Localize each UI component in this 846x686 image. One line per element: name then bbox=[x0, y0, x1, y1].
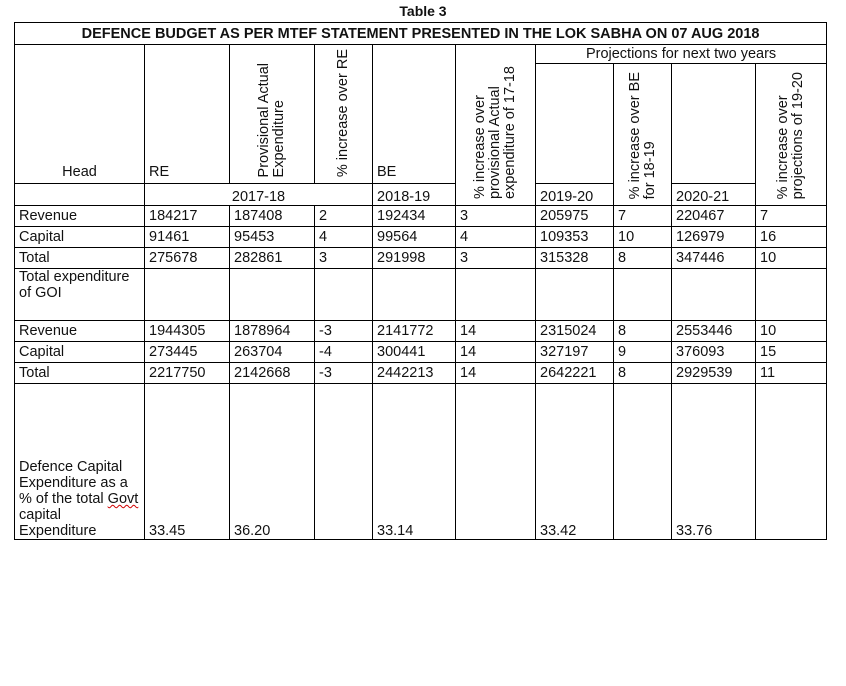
cell-pct-re: 4 bbox=[315, 227, 373, 248]
cell-p1920: 2315024 bbox=[536, 321, 614, 342]
cell-pct-re: 2 bbox=[315, 206, 373, 227]
cell-p2021: 376093 bbox=[672, 342, 756, 363]
header-head: Head bbox=[15, 45, 145, 184]
empty-cell bbox=[230, 269, 315, 321]
cell-pct-proj: 11 bbox=[756, 363, 827, 384]
year-blank bbox=[15, 184, 145, 206]
table-row bbox=[15, 342, 827, 363]
cell-p2021: 33.76 bbox=[672, 384, 756, 540]
cell-prov: 282861 bbox=[230, 248, 315, 269]
cell-prov: 2142668 bbox=[230, 363, 315, 384]
cell-re: 2217750 bbox=[145, 363, 230, 384]
header-prov-actual: Provisional Actual Expenditure bbox=[230, 45, 315, 184]
header-re: RE bbox=[145, 45, 230, 184]
header-blank-2019 bbox=[536, 64, 614, 184]
cell-p2021: 347446 bbox=[672, 248, 756, 269]
cell-be: 33.14 bbox=[373, 384, 456, 540]
table-row bbox=[15, 248, 827, 269]
cell-p1920: 205975 bbox=[536, 206, 614, 227]
cell-re: 184217 bbox=[145, 206, 230, 227]
cell-pct-proj: 10 bbox=[756, 321, 827, 342]
table-caption: Table 3 bbox=[399, 3, 447, 19]
row-head: Capital bbox=[15, 227, 145, 248]
header-blank-2020 bbox=[672, 64, 756, 184]
cell-prov: 95453 bbox=[230, 227, 315, 248]
spellcheck-underlined-word: Govt bbox=[107, 491, 139, 508]
cell-pct-re: 3 bbox=[315, 248, 373, 269]
cell-prov: 1878964 bbox=[230, 321, 315, 342]
cell-be: 192434 bbox=[373, 206, 456, 227]
year-2017-18: 2017-18 bbox=[145, 184, 373, 206]
cell-p1920: 2642221 bbox=[536, 363, 614, 384]
table-row bbox=[15, 363, 827, 384]
cell-be: 300441 bbox=[373, 342, 456, 363]
year-2020-21: 2020-21 bbox=[672, 184, 756, 206]
table-row bbox=[15, 227, 827, 248]
cell-p1920: 109353 bbox=[536, 227, 614, 248]
table-row bbox=[15, 269, 827, 321]
cell-prov: 36.20 bbox=[230, 384, 315, 540]
cell-p1920: 33.42 bbox=[536, 384, 614, 540]
cell-re: 275678 bbox=[145, 248, 230, 269]
empty-cell bbox=[614, 269, 672, 321]
cell-pct-proj: 15 bbox=[756, 342, 827, 363]
cell-pct-proj: 16 bbox=[756, 227, 827, 248]
empty-cell bbox=[456, 269, 536, 321]
cell-pct-be: 8 bbox=[614, 363, 672, 384]
row-head: Revenue bbox=[15, 206, 145, 227]
cell-pct-be: 10 bbox=[614, 227, 672, 248]
cell-pct-proj bbox=[756, 384, 827, 540]
cell-pct-re bbox=[315, 384, 373, 540]
header-be: BE bbox=[373, 45, 456, 184]
cell-p2021: 2929539 bbox=[672, 363, 756, 384]
cell-pct-prov: 4 bbox=[456, 227, 536, 248]
cell-pct-prov: 14 bbox=[456, 363, 536, 384]
year-2019-20: 2019-20 bbox=[536, 184, 614, 206]
cell-prov: 187408 bbox=[230, 206, 315, 227]
cell-pct-prov: 3 bbox=[456, 248, 536, 269]
cell-pct-proj: 10 bbox=[756, 248, 827, 269]
cell-p2021: 220467 bbox=[672, 206, 756, 227]
cell-p2021: 126979 bbox=[672, 227, 756, 248]
header-pct-over-re: % increase over RE bbox=[315, 45, 373, 184]
cell-p1920: 327197 bbox=[536, 342, 614, 363]
empty-cell bbox=[672, 269, 756, 321]
defence-budget-table bbox=[14, 22, 827, 540]
cell-pct-prov: 14 bbox=[456, 342, 536, 363]
empty-cell bbox=[315, 269, 373, 321]
cell-pct-prov: 3 bbox=[456, 206, 536, 227]
table-row bbox=[15, 206, 827, 227]
cell-pct-prov: 14 bbox=[456, 321, 536, 342]
row-head: Capital bbox=[15, 342, 145, 363]
cell-pct-re: -4 bbox=[315, 342, 373, 363]
cell-re: 33.45 bbox=[145, 384, 230, 540]
cell-pct-prov bbox=[456, 384, 536, 540]
cell-re: 91461 bbox=[145, 227, 230, 248]
row-head: Total bbox=[15, 363, 145, 384]
table-title: DEFENCE BUDGET AS PER MTEF STATEMENT PRESENTED IN THE LOK SABHA ON 07 AUG 2018 bbox=[15, 23, 827, 45]
header-pct-over-proj: % increase over projections of 19-20 bbox=[756, 64, 827, 206]
empty-cell bbox=[373, 269, 456, 321]
cell-pct-be: 9 bbox=[614, 342, 672, 363]
cell-re: 273445 bbox=[145, 342, 230, 363]
row-head: Revenue bbox=[15, 321, 145, 342]
cell-p2021: 2553446 bbox=[672, 321, 756, 342]
cell-be: 99564 bbox=[373, 227, 456, 248]
row-head-defence-capital-pct: Defence Capital Expenditure as a % of the total Govt capital Expenditure bbox=[15, 384, 145, 540]
cell-pct-proj: 7 bbox=[756, 206, 827, 227]
cell-pct-re: -3 bbox=[315, 363, 373, 384]
header-pct-over-be: % increase over BE for 18-19 bbox=[614, 64, 672, 206]
cell-pct-be bbox=[614, 384, 672, 540]
cell-pct-re: -3 bbox=[315, 321, 373, 342]
row-head: Total bbox=[15, 248, 145, 269]
cell-be: 2442213 bbox=[373, 363, 456, 384]
cell-be: 291998 bbox=[373, 248, 456, 269]
cell-be: 2141772 bbox=[373, 321, 456, 342]
empty-cell bbox=[145, 269, 230, 321]
year-2018-19: 2018-19 bbox=[373, 184, 456, 206]
empty-cell bbox=[536, 269, 614, 321]
cell-pct-be: 8 bbox=[614, 321, 672, 342]
empty-cell bbox=[756, 269, 827, 321]
projections-header: Projections for next two years bbox=[536, 45, 827, 64]
table-row bbox=[15, 384, 827, 540]
header-pct-over-prov: % increase over provisional Actual expenditure of 17-18 bbox=[456, 45, 536, 206]
table-row bbox=[15, 321, 827, 342]
cell-prov: 263704 bbox=[230, 342, 315, 363]
cell-p1920: 315328 bbox=[536, 248, 614, 269]
cell-pct-be: 7 bbox=[614, 206, 672, 227]
cell-re: 1944305 bbox=[145, 321, 230, 342]
cell-pct-be: 8 bbox=[614, 248, 672, 269]
row-head-goi: Total expenditure of GOI bbox=[15, 269, 145, 321]
